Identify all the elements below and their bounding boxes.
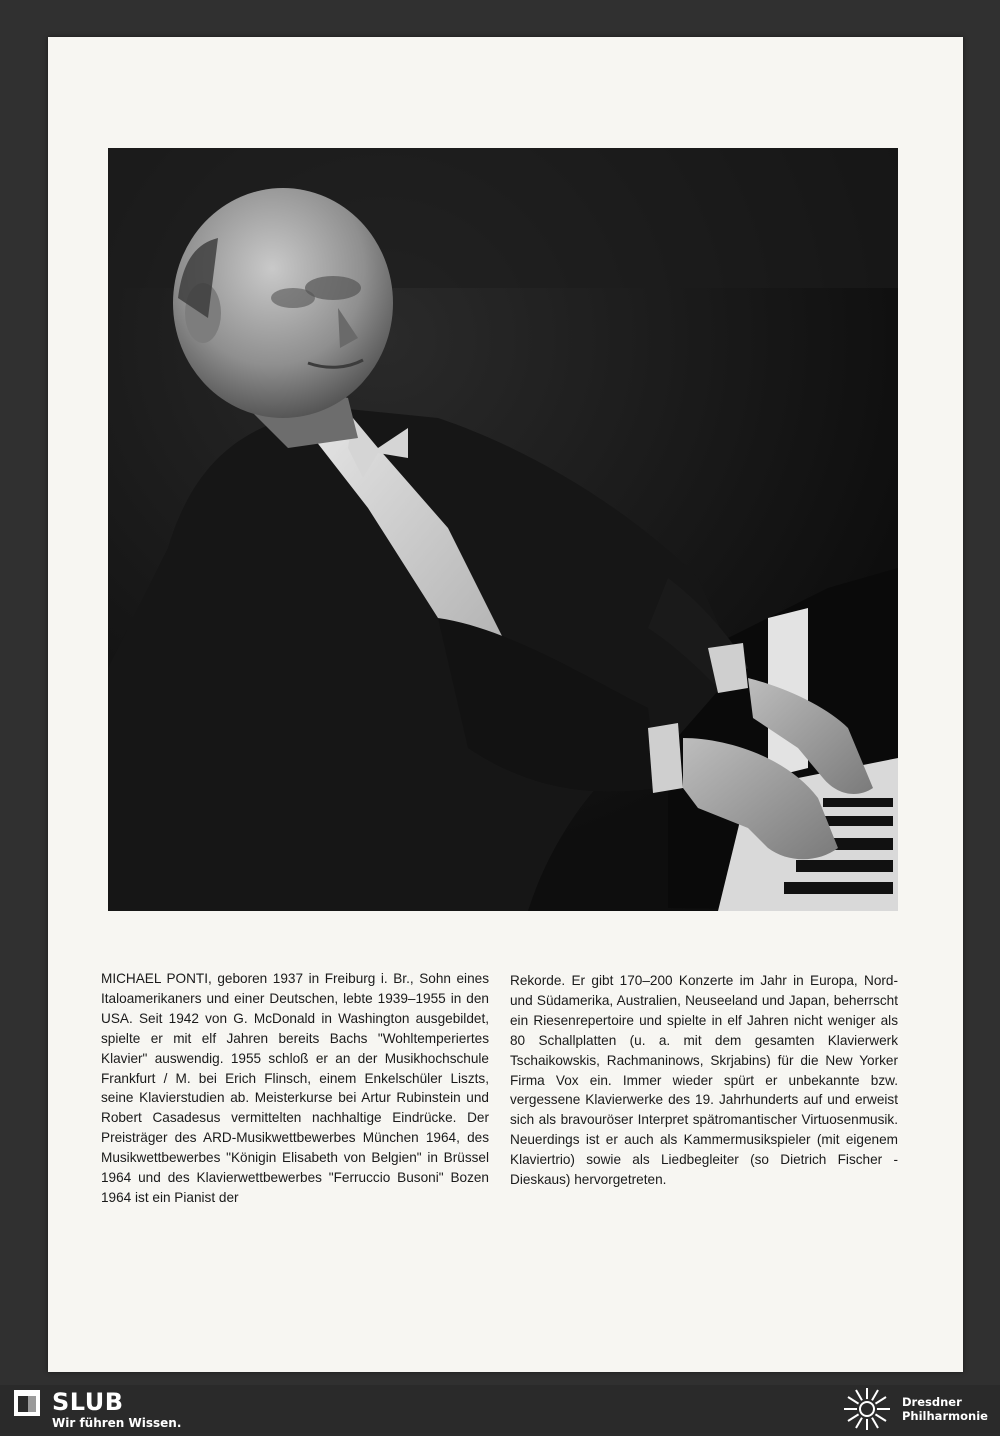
biography-right-column: Rekorde. Er gibt 170–200 Konzerte im Jahr in Europa, Nord- und Südamerika, Australien, Neuseeland und Japan, beherrscht ein Riesenrepertoire und spielte in elf Jahren nicht weniger als 80 Schallplatten (u. a. mit dem gesamten Klavierwerk Tschaikowskis, Rachmaninows, Skrjabins) für die New Yorker Firma Vox ein. Immer wieder spürt er unbekannte bzw. vergessene Klavierwerke des 19. Jahrhunderts auf und erweist sich als bravouröser Interpret spätromantischer Virtuosenmusik. Neuerdings ist er auch als Kammermusikspieler (mit eigenem Klaviertrio) sowie als Liedbegleiter (so Dietrich Fischer -Dieskaus) hervorgetreten.: [510, 973, 898, 1188]
philharmonie-line2: Philharmonie: [902, 1409, 988, 1423]
slub-tagline: Wir führen Wissen.: [52, 1416, 182, 1430]
sunburst-logo-icon: [840, 1387, 894, 1431]
slub-logo-icon: [14, 1390, 40, 1416]
philharmonie-line1: Dresdner: [902, 1395, 962, 1409]
slub-name: SLUB: [52, 1388, 124, 1416]
biography-left-column: MICHAEL PONTI, geboren 1937 in Freiburg i. Br., Sohn eines Italoamerikaners und einer Deutschen, lebte 1939–1955 in den USA. Seit 1942 von G. McDonald in Washington ausgebildet, spielte er mit elf Jahren bereits Bachs "Wohltemperiertes Klavier" auswendig. 1955 schloß er an der Musikhochschule Frankfurt / M. bei Erich Flinsch, einem Enkelschüler Liszts, seine Klavierstudien ab. Meisterkurse bei Artur Rubinstein und Robert Casadesus vermittelten nachhaltige Eindrücke. Der Preisträger des ARD-Musikwettbewerbes München 1964, des Musikwettbewerbes "Königin Elisabeth von Belgien" in Brüssel 1964 und des Klavierwettbewerbes "Ferruccio Busoni" Bozen 1964 ist ein Pianist der: [101, 971, 489, 1205]
pianist-photo: [108, 148, 898, 911]
footer-bar: [0, 1385, 1000, 1433]
document-page: [48, 37, 963, 1372]
